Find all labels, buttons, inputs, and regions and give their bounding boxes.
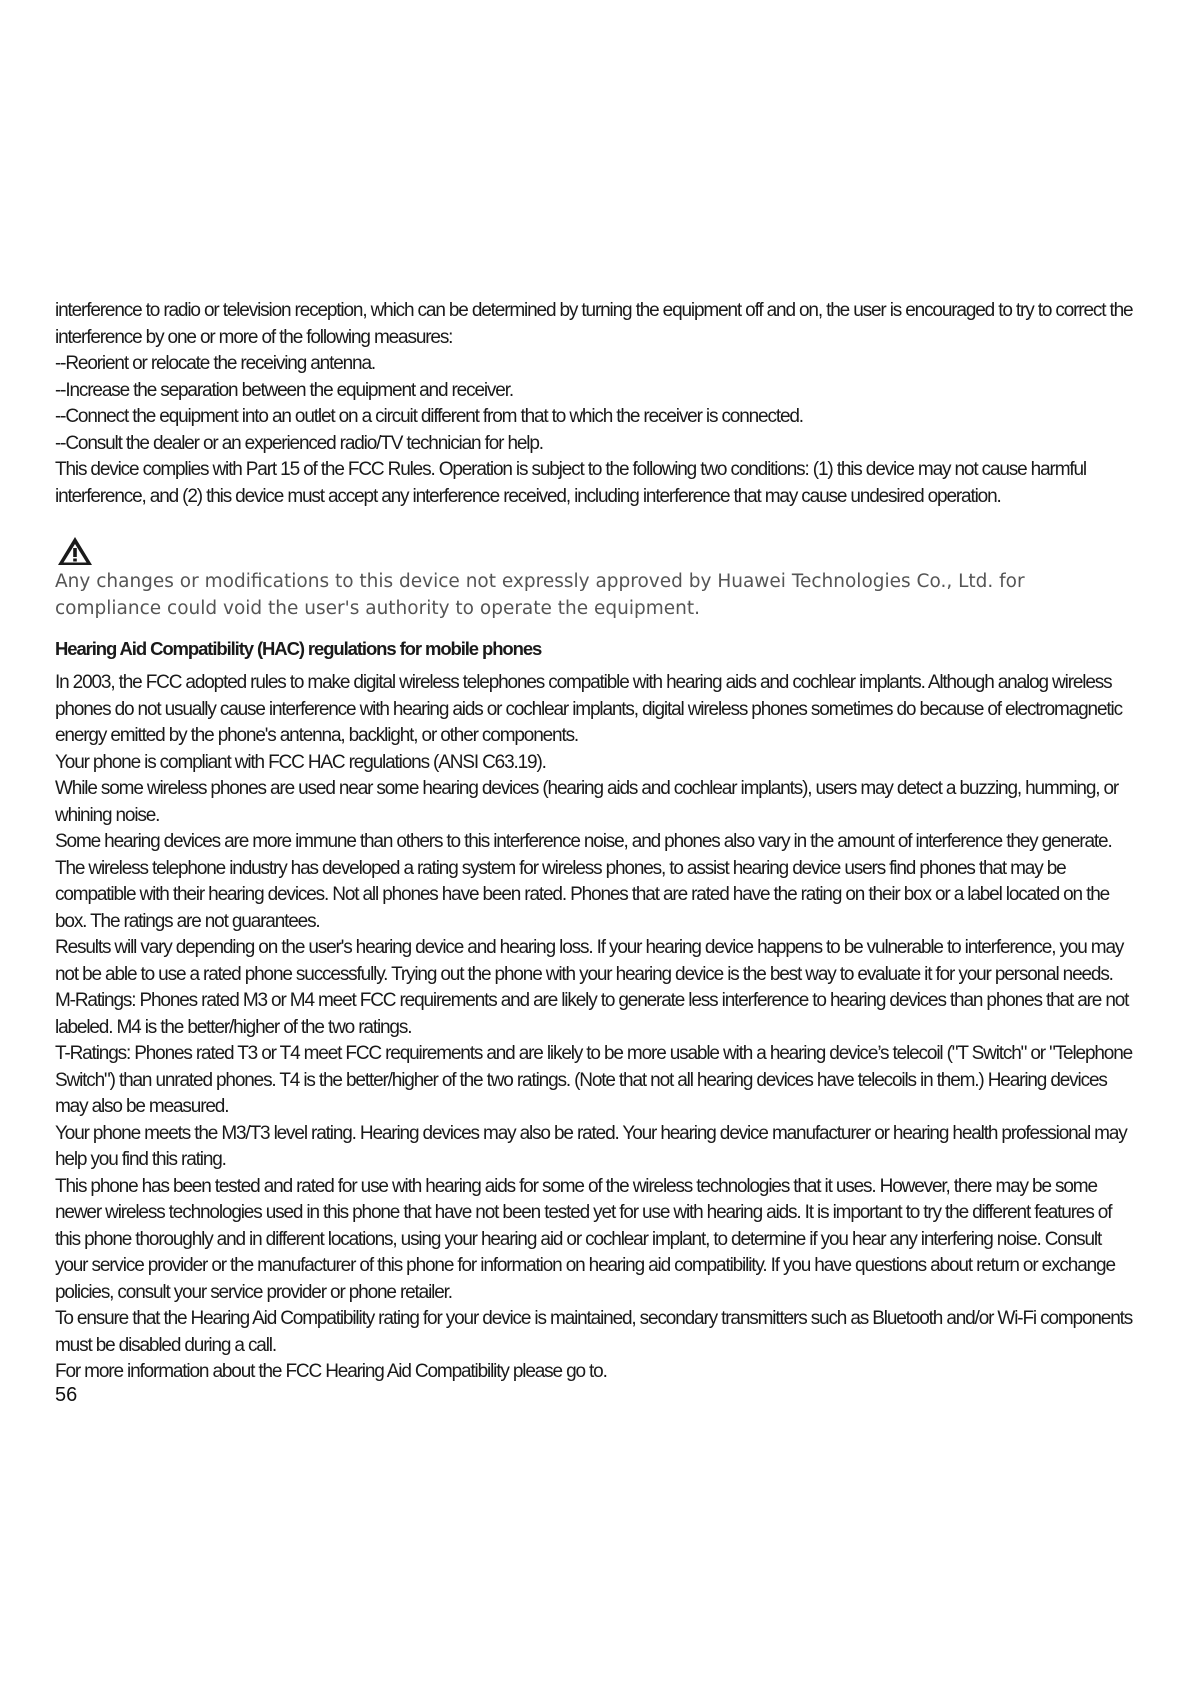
- part15-compliance-paragraph: This device complies with Part 15 of the FCC Rules. Operation is subject to the following two conditions: (1) this device may not cause harmful interference, and (2) this device must accept any interference received, including interference that may cause undesired operation.: [55, 459, 1086, 507]
- hac-paragraph-t-ratings: T-Ratings: Phones rated T3 or T4 meet FCC requirements and are likely to be more usable with a hearing device’s telecoil ("T Switch" or "Telephone Switch") than unrated phones. T4 is the better/higher of the two ratings. (Note that not all hearing devices have telecoils in them.) Hearing devices may also be measured.: [55, 1043, 1133, 1117]
- hac-paragraph-buzzing: While some wireless phones are used near some hearing devices (hearing aids and cochlear implants), users may detect a buzzing, humming, or whining noise.: [55, 778, 1119, 826]
- warning-triangle-icon: [57, 536, 93, 566]
- hac-paragraph-rating-system: Some hearing devices are more immune than others to this interference noise, and phones also vary in the amount of interference they generate. The wireless telephone industry has developed a rating system for wireless phones, to assist hearing device users find phones that may be compatible with their hearing devices. Not all phones have been rated. Phones that are rated have the rating on their box or a label located on the box. The ratings are not guarantees.: [55, 831, 1112, 932]
- fcc-interference-block: [55, 298, 1135, 510]
- hac-paragraph-more-info: For more information about the FCC Hearing Aid Compatibility please go to.: [55, 1361, 607, 1382]
- hac-section-heading: Hearing Aid Compatibility (HAC) regulations for mobile phones: [55, 638, 542, 659]
- warning-text: Any changes or modifications to this device not expressly approved by Huawei Technologies Co., Ltd. for compliance could void the user's authority to operate the equipment.: [55, 571, 1025, 619]
- page-number: 56: [55, 1384, 78, 1406]
- measure-connect-outlet: --Connect the equipment into an outlet on a circuit different from that to which the receiver is connected.: [55, 406, 803, 427]
- hac-paragraph-secondary-transmitters: To ensure that the Hearing Aid Compatibility rating for your device is maintained, secondary transmitters such as Bluetooth and/or Wi-Fi components must be disabled during a call.: [55, 1308, 1133, 1356]
- hac-paragraph-tested: This phone has been tested and rated for use with hearing aids for some of the wireless technologies that it uses. However, there may be some newer wireless technologies used in this phone that have not been tested yet for use with hearing aids. It is important to try the different features of this phone thoroughly and in different locations, using your hearing aid or cochlear implant, to determine if you hear any interfering noise. Consult your service provider or the manufacturer of this phone for information on hearing aid compatibility. If you have questions about return or exchange policies, consult your service provider or phone retailer.: [55, 1175, 1115, 1303]
- page-content: [55, 298, 1135, 1386]
- warning-block: [55, 536, 1135, 622]
- interference-paragraph: interference to radio or television reception, which can be determined by turning the equipment off and on, the user is encouraged to try to correct the interference by one or more of the following measures:: [55, 300, 1133, 348]
- hac-paragraph-fcc-rules: In 2003, the FCC adopted rules to make digital wireless telephones compatible with hearing aids and cochlear implants. Although analog wireless phones do not usually cause interference with hearing aids or cochlear implants, digital wireless phones sometimes do because of electromagnetic energy emitted by the phone's antenna, backlight, or other components.: [55, 672, 1122, 746]
- measure-consult-dealer: --Consult the dealer or an experienced radio/TV technician for help.: [55, 432, 543, 454]
- hac-paragraph-compliance: Your phone is compliant with FCC HAC regulations (ANSI C63.19).: [55, 751, 546, 773]
- hac-section-body: [55, 670, 1135, 1386]
- hac-paragraph-m-ratings: M-Ratings: Phones rated M3 or M4 meet FCC requirements and are likely to generate less interference to hearing devices than phones that are not labeled. M4 is the better/higher of the two ratings.: [55, 990, 1129, 1038]
- measure-increase-separation: --Increase the separation between the equipment and receiver.: [55, 379, 513, 401]
- measure-reorient: --Reorient or relocate the receiving antenna.: [55, 353, 376, 374]
- hac-paragraph-results: Results will vary depending on the user's hearing device and hearing loss. If your hearing device happens to be vulnerable to interference, you may not be able to use a rated phone successfully. Trying out the phone with your hearing device is the best way to evaluate it for your personal needs.: [55, 937, 1124, 985]
- hac-paragraph-m3-t3: Your phone meets the M3/T3 level rating. Hearing devices may also be rated. Your hearing device manufacturer or hearing health professional may help you find this rating.: [55, 1122, 1127, 1170]
